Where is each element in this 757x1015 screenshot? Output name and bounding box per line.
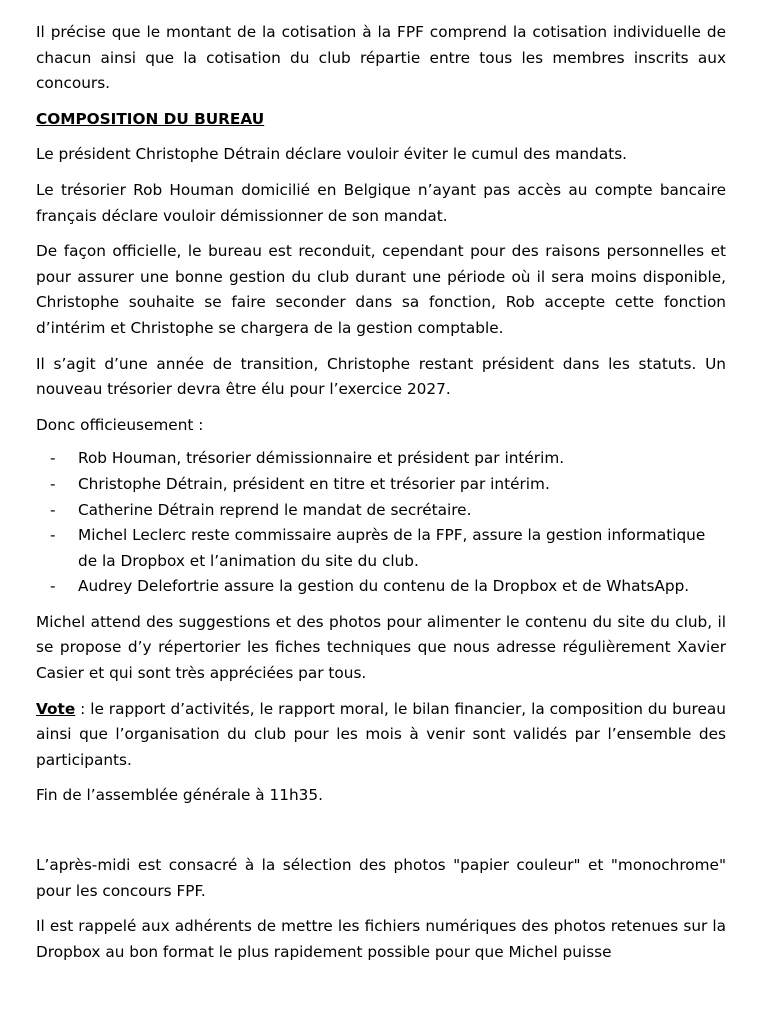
dash-bullet: - [50, 500, 56, 519]
paragraph-cotisation: Il précise que le montant de la cotisation à la FPF comprend la cotisation individuelle de chacun ainsi que la cotisation du club répartie entre tous les membres inscrits aux concours. [36, 23, 726, 93]
vote-text: : le rapport d’activités, le rapport moral, le bilan financier, la composition du bureau ainsi que l’organisation du club pour les mois à venir sont validés par l’ensemble des participants. [36, 699, 726, 769]
document-page [36, 20, 726, 975]
paragraph-rappel-adherents: Il est rappelé aux adhérents de mettre les fichiers numériques des photos retenues sur la Dropbox au bon format le plus rapidement possible pour que Michel puisse [36, 917, 726, 961]
dash-bullet: - [50, 474, 56, 493]
paragraph-michel-suggestions: Michel attend des suggestions et des photos pour alimenter le contenu du site du club, il se propose d’y répertorier les fiches techniques que nous adresse régulièrement Xavier Casier et qui sont très appréciées par tous. [36, 612, 726, 683]
list-item-text: Catherine Détrain reprend le mandat de secrétaire. [78, 500, 472, 519]
dash-bullet: - [50, 577, 56, 596]
blank-line [36, 819, 726, 853]
section-heading-composition: COMPOSITION DU BUREAU [36, 109, 265, 128]
list-item-text: Rob Houman, trésorier démissionnaire et président par intérim. [78, 449, 565, 468]
paragraph-tresorier-demission: Le trésorier Rob Houman domicilié en Belgique n’ayant pas accès au compte bancaire français déclare vouloir démissionner de son mandat. [36, 180, 726, 225]
paragraph-president-cumul: Le président Christophe Détrain déclare vouloir éviter le cumul des mandats. [36, 145, 628, 164]
list-item-text: Christophe Détrain, président en titre et trésorier par intérim. [78, 474, 550, 493]
bureau-members-list [36, 446, 726, 600]
list-item [36, 498, 726, 524]
dash-bullet: - [50, 449, 56, 468]
list-item-text: Audrey Delefortrie assure la gestion du contenu de la Dropbox et de WhatsApp. [78, 577, 690, 596]
list-item [36, 523, 726, 574]
paragraph-annee-transition: Il s’agit d’une année de transition, Christophe restant président dans les statuts. Un nouveau trésorier devra être élu pour l’exercice 2027. [36, 354, 726, 399]
vote-label: Vote [36, 699, 76, 718]
paragraph-vote [36, 697, 726, 774]
list-item [36, 446, 726, 472]
paragraph-apres-midi: L’après-midi est consacré à la sélection des photos "papier couleur" et "monochrome" pour les concours FPF. [36, 856, 726, 900]
list-item [36, 574, 726, 600]
paragraph-officieusement: Donc officieusement : [36, 415, 204, 434]
dash-bullet: - [50, 526, 56, 545]
paragraph-bureau-reconduit: De façon officielle, le bureau est reconduit, cependant pour des raisons personnelles et pour assurer une bonne gestion du club durant une période où il sera moins disponible, Christophe souhaite se faire seconder dans sa fonction, Rob accepte cette fonction d’intérim et Christophe se chargera de la gestion comptable. [36, 242, 726, 337]
list-item-text: Michel Leclerc reste commissaire auprès de la FPF, assure la gestion informatique de la Dropbox et l’animation du site du club. [78, 526, 706, 570]
list-item [36, 472, 726, 498]
paragraph-fin-assemblee: Fin de l’assemblée générale à 11h35. [36, 786, 323, 805]
